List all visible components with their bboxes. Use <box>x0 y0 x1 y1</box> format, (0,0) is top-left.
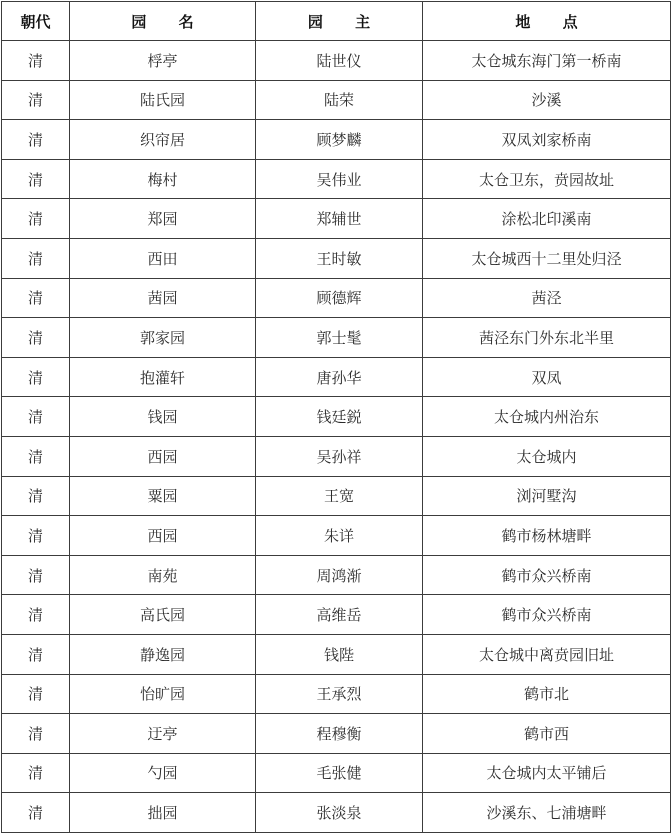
cell-location: 浏河墅沟 <box>423 476 671 516</box>
cell-owner: 顾梦麟 <box>256 120 423 160</box>
cell-owner: 陆世仪 <box>256 41 423 81</box>
cell-owner: 朱详 <box>256 516 423 556</box>
header-row <box>2 2 671 41</box>
table-row <box>2 41 671 81</box>
cell-location: 太仓城内州治东 <box>423 397 671 437</box>
cell-owner: 郭士髦 <box>256 318 423 358</box>
table-row <box>2 278 671 318</box>
cell-dynasty: 清 <box>2 476 70 516</box>
table-row <box>2 516 671 556</box>
cell-location: 太仓城内 <box>423 436 671 476</box>
cell-owner: 陆荣 <box>256 80 423 120</box>
cell-owner: 王时敏 <box>256 238 423 278</box>
table-row <box>2 238 671 278</box>
cell-location: 双凤刘家桥南 <box>423 120 671 160</box>
cell-garden-name: 西田 <box>70 238 256 278</box>
cell-owner: 毛张健 <box>256 753 423 793</box>
cell-location: 太仓卫东，贲园故址 <box>423 159 671 199</box>
cell-owner: 吴孙祥 <box>256 436 423 476</box>
header-owner: 园 主 <box>256 2 423 41</box>
cell-owner: 郑辅世 <box>256 199 423 239</box>
cell-garden-name: 迂亭 <box>70 714 256 754</box>
table-row <box>2 555 671 595</box>
cell-dynasty: 清 <box>2 397 70 437</box>
garden-table <box>1 1 671 833</box>
cell-garden-name: 茜园 <box>70 278 256 318</box>
cell-location: 涂松北印溪南 <box>423 199 671 239</box>
cell-dynasty: 清 <box>2 41 70 81</box>
cell-garden-name: 粟园 <box>70 476 256 516</box>
table-row <box>2 714 671 754</box>
cell-dynasty: 清 <box>2 318 70 358</box>
cell-garden-name: 勺园 <box>70 753 256 793</box>
cell-dynasty: 清 <box>2 793 70 833</box>
cell-garden-name: 梅村 <box>70 159 256 199</box>
table-body <box>2 41 671 833</box>
cell-owner: 程穆衡 <box>256 714 423 754</box>
cell-location: 鹤市北 <box>423 674 671 714</box>
cell-garden-name: 郭家园 <box>70 318 256 358</box>
table-row <box>2 318 671 358</box>
cell-owner: 顾德辉 <box>256 278 423 318</box>
cell-dynasty: 清 <box>2 436 70 476</box>
cell-garden-name: 抱灌轩 <box>70 357 256 397</box>
cell-garden-name: 西园 <box>70 516 256 556</box>
cell-dynasty: 清 <box>2 278 70 318</box>
cell-location: 太仓城东海门第一桥南 <box>423 41 671 81</box>
cell-owner: 钱陛 <box>256 634 423 674</box>
cell-location: 沙溪东、七浦塘畔 <box>423 793 671 833</box>
cell-location: 鹤市众兴桥南 <box>423 595 671 635</box>
table-row <box>2 436 671 476</box>
cell-dynasty: 清 <box>2 555 70 595</box>
cell-dynasty: 清 <box>2 674 70 714</box>
cell-dynasty: 清 <box>2 80 70 120</box>
table-row <box>2 120 671 160</box>
cell-owner: 高维岳 <box>256 595 423 635</box>
table-header <box>2 2 671 41</box>
table-row <box>2 753 671 793</box>
cell-garden-name: 陆氏园 <box>70 80 256 120</box>
table-row <box>2 397 671 437</box>
cell-garden-name: 高氏园 <box>70 595 256 635</box>
cell-dynasty: 清 <box>2 516 70 556</box>
cell-dynasty: 清 <box>2 357 70 397</box>
header-garden-name: 园 名 <box>70 2 256 41</box>
cell-owner: 钱廷鋭 <box>256 397 423 437</box>
cell-garden-name: 桴亭 <box>70 41 256 81</box>
cell-garden-name: 郑园 <box>70 199 256 239</box>
cell-dynasty: 清 <box>2 238 70 278</box>
cell-dynasty: 清 <box>2 199 70 239</box>
table-row <box>2 476 671 516</box>
table-row <box>2 357 671 397</box>
cell-dynasty: 清 <box>2 634 70 674</box>
table-row <box>2 159 671 199</box>
header-dynasty: 朝代 <box>2 2 70 41</box>
table-row <box>2 595 671 635</box>
cell-location: 鹤市众兴桥南 <box>423 555 671 595</box>
cell-garden-name: 南苑 <box>70 555 256 595</box>
cell-location: 双凤 <box>423 357 671 397</box>
cell-dynasty: 清 <box>2 595 70 635</box>
table-row <box>2 674 671 714</box>
cell-location: 沙溪 <box>423 80 671 120</box>
cell-owner: 张淡泉 <box>256 793 423 833</box>
cell-dynasty: 清 <box>2 753 70 793</box>
cell-location: 茜泾东门外东北半里 <box>423 318 671 358</box>
table-row <box>2 634 671 674</box>
cell-dynasty: 清 <box>2 159 70 199</box>
cell-garden-name: 静逸园 <box>70 634 256 674</box>
cell-garden-name: 织帘居 <box>70 120 256 160</box>
cell-location: 太仓城内太平铺后 <box>423 753 671 793</box>
cell-owner: 周鸿渐 <box>256 555 423 595</box>
table-row <box>2 793 671 833</box>
cell-location: 茜泾 <box>423 278 671 318</box>
cell-owner: 吴伟业 <box>256 159 423 199</box>
cell-garden-name: 怡旷园 <box>70 674 256 714</box>
cell-owner: 王承烈 <box>256 674 423 714</box>
header-location: 地 点 <box>423 2 671 41</box>
cell-garden-name: 钱园 <box>70 397 256 437</box>
cell-location: 太仓城西十二里处归泾 <box>423 238 671 278</box>
cell-owner: 唐孙华 <box>256 357 423 397</box>
cell-dynasty: 清 <box>2 120 70 160</box>
cell-garden-name: 拙园 <box>70 793 256 833</box>
cell-owner: 王宽 <box>256 476 423 516</box>
cell-location: 鹤市杨林塘畔 <box>423 516 671 556</box>
cell-location: 鹤市西 <box>423 714 671 754</box>
cell-location: 太仓城中离贲园旧址 <box>423 634 671 674</box>
cell-garden-name: 西园 <box>70 436 256 476</box>
table-row <box>2 199 671 239</box>
cell-dynasty: 清 <box>2 714 70 754</box>
table-row <box>2 80 671 120</box>
